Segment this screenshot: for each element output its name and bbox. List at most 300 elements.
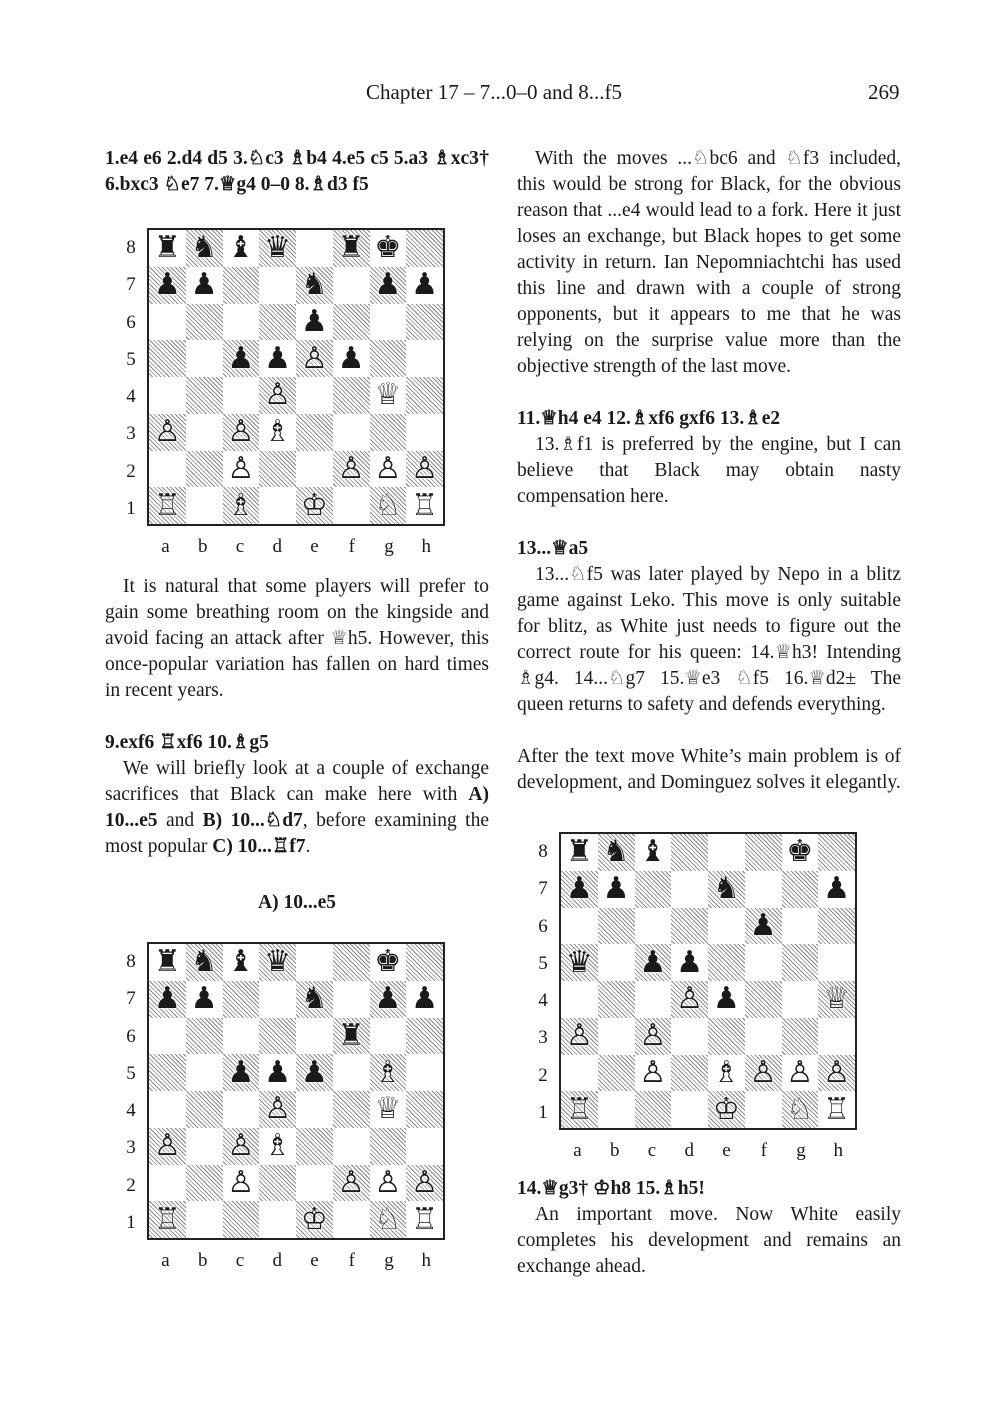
- black-pawn-icon: ♟: [411, 981, 439, 1017]
- square-h7: [818, 871, 855, 908]
- rank-label: 7: [126, 274, 136, 296]
- square-h3: [818, 1018, 855, 1055]
- square-d1: [671, 1091, 708, 1128]
- square-g1: [782, 1091, 819, 1128]
- black-bishop-icon: ♝: [227, 944, 255, 980]
- square-f3: [745, 1018, 782, 1055]
- square-a2: [149, 451, 186, 488]
- square-d2: [259, 1165, 296, 1202]
- square-c8: [223, 944, 260, 981]
- square-g5: [370, 340, 407, 377]
- white-knight-icon: ♘: [786, 1091, 814, 1127]
- square-h1: [818, 1091, 855, 1128]
- square-b5: [186, 1054, 223, 1091]
- file-label: h: [833, 1140, 843, 1161]
- square-g8: [370, 230, 407, 267]
- square-d5: [259, 1054, 296, 1091]
- square-b5: [598, 944, 635, 981]
- square-f6: [333, 304, 370, 341]
- square-b1: [186, 487, 223, 524]
- square-d4: [259, 377, 296, 414]
- black-pawn-icon: ♟: [190, 981, 218, 1017]
- square-f6: [745, 908, 782, 945]
- white-knight-icon: ♘: [374, 487, 402, 523]
- square-d6: [259, 304, 296, 341]
- file-label: b: [198, 1250, 208, 1271]
- square-h8: [406, 944, 443, 981]
- square-h7: [406, 267, 443, 304]
- rank-label: 4: [126, 386, 136, 407]
- white-pawn-icon: ♙: [786, 1054, 814, 1090]
- black-king-icon: ♚: [786, 834, 814, 870]
- square-a4: [149, 1091, 186, 1128]
- square-c7: [223, 267, 260, 304]
- black-knight-icon: ♞: [602, 834, 630, 870]
- square-a1: [149, 1201, 186, 1238]
- file-label: b: [198, 536, 208, 557]
- square-c1: [635, 1091, 672, 1128]
- square-f7: [333, 981, 370, 1018]
- square-g5: [370, 1054, 407, 1091]
- file-label: e: [310, 536, 319, 557]
- square-e3: [296, 1128, 333, 1165]
- rank-label: 5: [126, 1062, 136, 1084]
- rank-label: 1: [126, 497, 136, 519]
- white-pawn-icon: ♙: [264, 1091, 292, 1127]
- square-d5: [671, 944, 708, 981]
- rank-label: 4: [126, 1100, 136, 1121]
- rank-label: 1: [126, 1211, 136, 1233]
- square-f7: [333, 267, 370, 304]
- black-pawn-icon: ♟: [227, 340, 255, 376]
- square-c8: [223, 230, 260, 267]
- black-pawn-icon: ♟: [602, 871, 630, 907]
- square-e2: [708, 1055, 745, 1092]
- square-g4: [370, 1091, 407, 1128]
- square-b2: [598, 1055, 635, 1092]
- black-pawn-icon: ♟: [300, 303, 328, 339]
- black-rook-icon: ♜: [565, 834, 593, 870]
- white-pawn-icon: ♙: [374, 450, 402, 486]
- file-labels: [147, 1248, 445, 1272]
- file-label: f: [760, 1140, 767, 1161]
- page-header: [0, 80, 1000, 112]
- square-c8: [635, 834, 672, 871]
- white-pawn-icon: ♙: [565, 1018, 593, 1054]
- file-labels: [147, 534, 445, 558]
- square-h5: [406, 1054, 443, 1091]
- square-e7: [296, 981, 333, 1018]
- square-c3: [223, 1128, 260, 1165]
- rank-label: 3: [126, 423, 136, 445]
- move-sequence: 11.♕h4 e4 12.♗xf6 gxf6 13.♗e2: [517, 408, 781, 429]
- black-queen-icon: ♛: [264, 230, 292, 266]
- square-a5: [561, 944, 598, 981]
- white-rook-icon: ♖: [153, 487, 181, 523]
- square-e6: [296, 1018, 333, 1055]
- square-g1: [370, 1201, 407, 1238]
- rank-label: 6: [538, 915, 548, 937]
- white-bishop-icon: ♗: [374, 1054, 402, 1090]
- square-d1: [259, 1201, 296, 1238]
- square-e5: [296, 340, 333, 377]
- rank-label: 8: [126, 951, 136, 972]
- file-labels: [559, 1138, 857, 1162]
- rank-labels: [121, 228, 141, 526]
- square-g4: [370, 377, 407, 414]
- rank-labels: [121, 942, 141, 1240]
- square-c3: [223, 414, 260, 451]
- square-h1: [406, 487, 443, 524]
- paragraph: It is natural that some players will prefer to gain some breathing room on the kingside and avoid facing an attack after ♕h5. However, this once-popular variation has fallen on hard times in recent years.: [105, 576, 489, 701]
- black-pawn-icon: ♟: [749, 907, 777, 943]
- black-rook-icon: ♜: [153, 230, 181, 266]
- square-c2: [223, 1165, 260, 1202]
- square-b2: [186, 451, 223, 488]
- black-knight-icon: ♞: [300, 267, 328, 303]
- square-f5: [333, 1054, 370, 1091]
- square-b8: [186, 230, 223, 267]
- square-g7: [782, 871, 819, 908]
- white-pawn-icon: ♙: [639, 1018, 667, 1054]
- square-b8: [186, 944, 223, 981]
- paragraph: 13.♗f1 is preferred by the engine, but I can believe that Black may obtain nasty compensation here.: [517, 434, 901, 507]
- chess-board: [147, 942, 445, 1240]
- square-f6: [333, 1018, 370, 1055]
- square-f4: [745, 981, 782, 1018]
- right-column: [517, 146, 901, 1280]
- square-d2: [671, 1055, 708, 1092]
- square-c6: [635, 908, 672, 945]
- white-rook-icon: ♖: [823, 1091, 851, 1127]
- file-label: d: [684, 1140, 694, 1161]
- square-f8: [745, 834, 782, 871]
- black-king-icon: ♚: [374, 944, 402, 980]
- square-c6: [223, 304, 260, 341]
- square-c3: [635, 1018, 672, 1055]
- square-d4: [671, 981, 708, 1018]
- black-pawn-icon: ♟: [337, 340, 365, 376]
- black-pawn-icon: ♟: [153, 267, 181, 303]
- black-rook-icon: ♜: [153, 944, 181, 980]
- square-d3: [259, 414, 296, 451]
- square-h7: [406, 981, 443, 1018]
- square-c4: [223, 1091, 260, 1128]
- square-b6: [598, 908, 635, 945]
- file-label: h: [421, 1250, 431, 1271]
- square-f3: [333, 1128, 370, 1165]
- text-run: .: [305, 836, 311, 857]
- running-title: Chapter 17 – 7...0–0 and 8...f5: [366, 80, 623, 104]
- square-f3: [333, 414, 370, 451]
- square-h8: [406, 230, 443, 267]
- square-b4: [186, 377, 223, 414]
- white-pawn-icon: ♙: [411, 450, 439, 486]
- square-c7: [635, 871, 672, 908]
- chess-diagram: [105, 942, 439, 1282]
- square-a7: [149, 267, 186, 304]
- file-label: a: [161, 536, 170, 557]
- option-c: C) 10...♖f7: [212, 836, 306, 857]
- file-label: h: [421, 536, 431, 557]
- square-e8: [296, 944, 333, 981]
- square-a7: [149, 981, 186, 1018]
- black-rook-icon: ♜: [337, 230, 365, 266]
- square-b4: [186, 1091, 223, 1128]
- square-e1: [708, 1091, 745, 1128]
- black-pawn-icon: ♟: [374, 267, 402, 303]
- square-b8: [598, 834, 635, 871]
- square-f2: [745, 1055, 782, 1092]
- white-pawn-icon: ♙: [374, 1164, 402, 1200]
- square-b7: [598, 871, 635, 908]
- square-a3: [149, 1128, 186, 1165]
- square-c1: [223, 1201, 260, 1238]
- white-bishop-icon: ♗: [712, 1054, 740, 1090]
- square-h2: [406, 1165, 443, 1202]
- square-e2: [296, 1165, 333, 1202]
- white-king-icon: ♔: [300, 1201, 328, 1237]
- square-f2: [333, 1165, 370, 1202]
- square-a8: [149, 230, 186, 267]
- black-queen-icon: ♛: [565, 944, 593, 980]
- square-c5: [223, 340, 260, 377]
- rank-label: 5: [126, 348, 136, 370]
- square-e4: [708, 981, 745, 1018]
- rank-label: 3: [126, 1137, 136, 1159]
- square-a1: [561, 1091, 598, 1128]
- square-c2: [223, 451, 260, 488]
- white-pawn-icon: ♙: [823, 1054, 851, 1090]
- rank-label: 8: [538, 841, 548, 862]
- black-queen-icon: ♛: [264, 944, 292, 980]
- rank-label: 2: [126, 460, 136, 482]
- black-pawn-icon: ♟: [712, 981, 740, 1017]
- rank-label: 4: [538, 990, 548, 1011]
- square-b5: [186, 340, 223, 377]
- option-a: A) 10...e5: [105, 784, 489, 831]
- square-a7: [561, 871, 598, 908]
- square-b6: [186, 1018, 223, 1055]
- square-e7: [708, 871, 745, 908]
- white-pawn-icon: ♙: [411, 1164, 439, 1200]
- square-g6: [370, 304, 407, 341]
- white-pawn-icon: ♙: [227, 1128, 255, 1164]
- white-pawn-icon: ♙: [749, 1054, 777, 1090]
- square-a4: [561, 981, 598, 1018]
- paragraph: [105, 756, 489, 860]
- square-f2: [333, 451, 370, 488]
- square-f4: [333, 377, 370, 414]
- white-rook-icon: ♖: [153, 1201, 181, 1237]
- left-column: [105, 146, 489, 1282]
- white-pawn-icon: ♙: [337, 1164, 365, 1200]
- square-b3: [598, 1018, 635, 1055]
- square-b7: [186, 267, 223, 304]
- rank-label: 5: [538, 952, 548, 974]
- square-a8: [561, 834, 598, 871]
- file-label: e: [722, 1140, 731, 1161]
- file-label: c: [647, 1140, 657, 1161]
- rank-label: 6: [126, 1025, 136, 1047]
- square-a3: [149, 414, 186, 451]
- square-a4: [149, 377, 186, 414]
- square-e3: [296, 414, 333, 451]
- square-g3: [782, 1018, 819, 1055]
- white-rook-icon: ♖: [411, 487, 439, 523]
- square-h4: [818, 981, 855, 1018]
- square-h4: [406, 377, 443, 414]
- square-h6: [406, 304, 443, 341]
- square-d8: [671, 834, 708, 871]
- square-f4: [333, 1091, 370, 1128]
- square-e5: [296, 1054, 333, 1091]
- rank-label: 2: [538, 1064, 548, 1086]
- white-bishop-icon: ♗: [264, 1128, 292, 1164]
- white-king-icon: ♔: [300, 487, 328, 523]
- square-h4: [406, 1091, 443, 1128]
- square-h6: [406, 1018, 443, 1055]
- file-label: a: [573, 1140, 582, 1161]
- black-pawn-icon: ♟: [639, 944, 667, 980]
- square-e1: [296, 1201, 333, 1238]
- rank-label: 7: [126, 988, 136, 1010]
- square-d7: [259, 981, 296, 1018]
- file-label: g: [384, 536, 394, 557]
- square-f8: [333, 230, 370, 267]
- square-b3: [186, 1128, 223, 1165]
- square-g3: [370, 1128, 407, 1165]
- square-g6: [782, 908, 819, 945]
- square-d7: [671, 871, 708, 908]
- option-b: B) 10...♘d7: [202, 810, 303, 831]
- square-e5: [708, 944, 745, 981]
- square-d6: [259, 1018, 296, 1055]
- square-d7: [259, 267, 296, 304]
- file-label: d: [272, 1250, 282, 1271]
- black-knight-icon: ♞: [712, 871, 740, 907]
- black-pawn-icon: ♟: [300, 1054, 328, 1090]
- square-f1: [333, 1201, 370, 1238]
- square-a5: [149, 1054, 186, 1091]
- square-a2: [149, 1165, 186, 1202]
- black-knight-icon: ♞: [190, 944, 218, 980]
- square-d5: [259, 340, 296, 377]
- black-knight-icon: ♞: [190, 230, 218, 266]
- square-h3: [406, 1128, 443, 1165]
- square-c7: [223, 981, 260, 1018]
- square-d1: [259, 487, 296, 524]
- square-e7: [296, 267, 333, 304]
- section-heading: A) 10...e5: [258, 892, 336, 913]
- move-sequence: 14.♕g3† ♔h8 15.♗h5!: [517, 1178, 705, 1199]
- square-c5: [223, 1054, 260, 1091]
- paragraph: With the moves ...♘bc6 and ♘f3 included, this would be strong for Black, for the obvious reason that ...e4 would lead to a fork. Here it just loses an exchange, but Black hopes to get some activity in return. Ian Nepomniachtchi has used this line and drawn with a couple of strong opponents, but it appears to me that he was relying on the surprise value more than the objective strength of the last move.: [517, 148, 901, 377]
- square-g5: [782, 944, 819, 981]
- file-label: g: [384, 1250, 394, 1271]
- white-pawn-icon: ♙: [676, 981, 704, 1017]
- black-pawn-icon: ♟: [565, 871, 593, 907]
- white-pawn-icon: ♙: [337, 450, 365, 486]
- square-f7: [745, 871, 782, 908]
- square-h8: [818, 834, 855, 871]
- rank-label: 3: [538, 1027, 548, 1049]
- square-d8: [259, 944, 296, 981]
- white-bishop-icon: ♗: [227, 487, 255, 523]
- rank-label: 8: [126, 237, 136, 258]
- white-knight-icon: ♘: [374, 1201, 402, 1237]
- square-g3: [370, 414, 407, 451]
- rank-label: 1: [538, 1101, 548, 1123]
- file-label: e: [310, 1250, 319, 1271]
- square-e1: [296, 487, 333, 524]
- square-c2: [635, 1055, 672, 1092]
- paragraph: An important move. Now White easily completes his development and remains an exchange ahead.: [517, 1204, 901, 1277]
- square-g7: [370, 981, 407, 1018]
- black-bishop-icon: ♝: [227, 230, 255, 266]
- white-pawn-icon: ♙: [300, 340, 328, 376]
- white-bishop-icon: ♗: [264, 414, 292, 450]
- black-pawn-icon: ♟: [227, 1054, 255, 1090]
- square-d3: [671, 1018, 708, 1055]
- black-king-icon: ♚: [374, 230, 402, 266]
- white-rook-icon: ♖: [565, 1091, 593, 1127]
- square-b2: [186, 1165, 223, 1202]
- square-b3: [186, 414, 223, 451]
- square-h2: [406, 451, 443, 488]
- rank-labels: [533, 832, 553, 1130]
- square-f8: [333, 944, 370, 981]
- file-label: f: [348, 536, 355, 557]
- file-label: c: [235, 1250, 245, 1271]
- square-c4: [223, 377, 260, 414]
- file-label: c: [235, 536, 245, 557]
- white-pawn-icon: ♙: [153, 414, 181, 450]
- white-pawn-icon: ♙: [264, 377, 292, 413]
- square-g7: [370, 267, 407, 304]
- file-label: f: [348, 1250, 355, 1271]
- chess-board: [147, 228, 445, 526]
- square-b6: [186, 304, 223, 341]
- square-h5: [818, 944, 855, 981]
- move-sequence: 1.e4 e6 2.d4 d5 3.♘c3 ♗b4 4.e5 c5 5.a3 ♗xc3† 6.bxc3 ♘e7 7.♕g4 0–0 8.♗d3 f5: [105, 148, 489, 195]
- black-pawn-icon: ♟: [823, 871, 851, 907]
- square-e3: [708, 1018, 745, 1055]
- square-a5: [149, 340, 186, 377]
- square-d6: [671, 908, 708, 945]
- white-pawn-icon: ♙: [227, 1164, 255, 1200]
- square-g8: [370, 944, 407, 981]
- square-c4: [635, 981, 672, 1018]
- paragraph: 13...♘f5 was later played by Nepo in a blitz game against Leko. This move is only suitable for blitz, as White just needs to figure out the correct route for his queen: 14.♕h3! Intending ♗g4. 14...♘g7 15.♕e3 ♘f5 16.♕d2± The queen returns to safety and defends everything.: [517, 564, 901, 715]
- white-king-icon: ♔: [712, 1091, 740, 1127]
- square-g2: [370, 451, 407, 488]
- square-a2: [561, 1055, 598, 1092]
- square-a6: [561, 908, 598, 945]
- square-a1: [149, 487, 186, 524]
- rank-label: 2: [126, 1174, 136, 1196]
- white-pawn-icon: ♙: [639, 1054, 667, 1090]
- square-g1: [370, 487, 407, 524]
- square-c6: [223, 1018, 260, 1055]
- square-h6: [818, 908, 855, 945]
- chess-diagram: [517, 832, 851, 1172]
- file-label: d: [272, 536, 282, 557]
- rank-label: 6: [126, 311, 136, 333]
- square-f5: [333, 340, 370, 377]
- square-a3: [561, 1018, 598, 1055]
- square-h2: [818, 1055, 855, 1092]
